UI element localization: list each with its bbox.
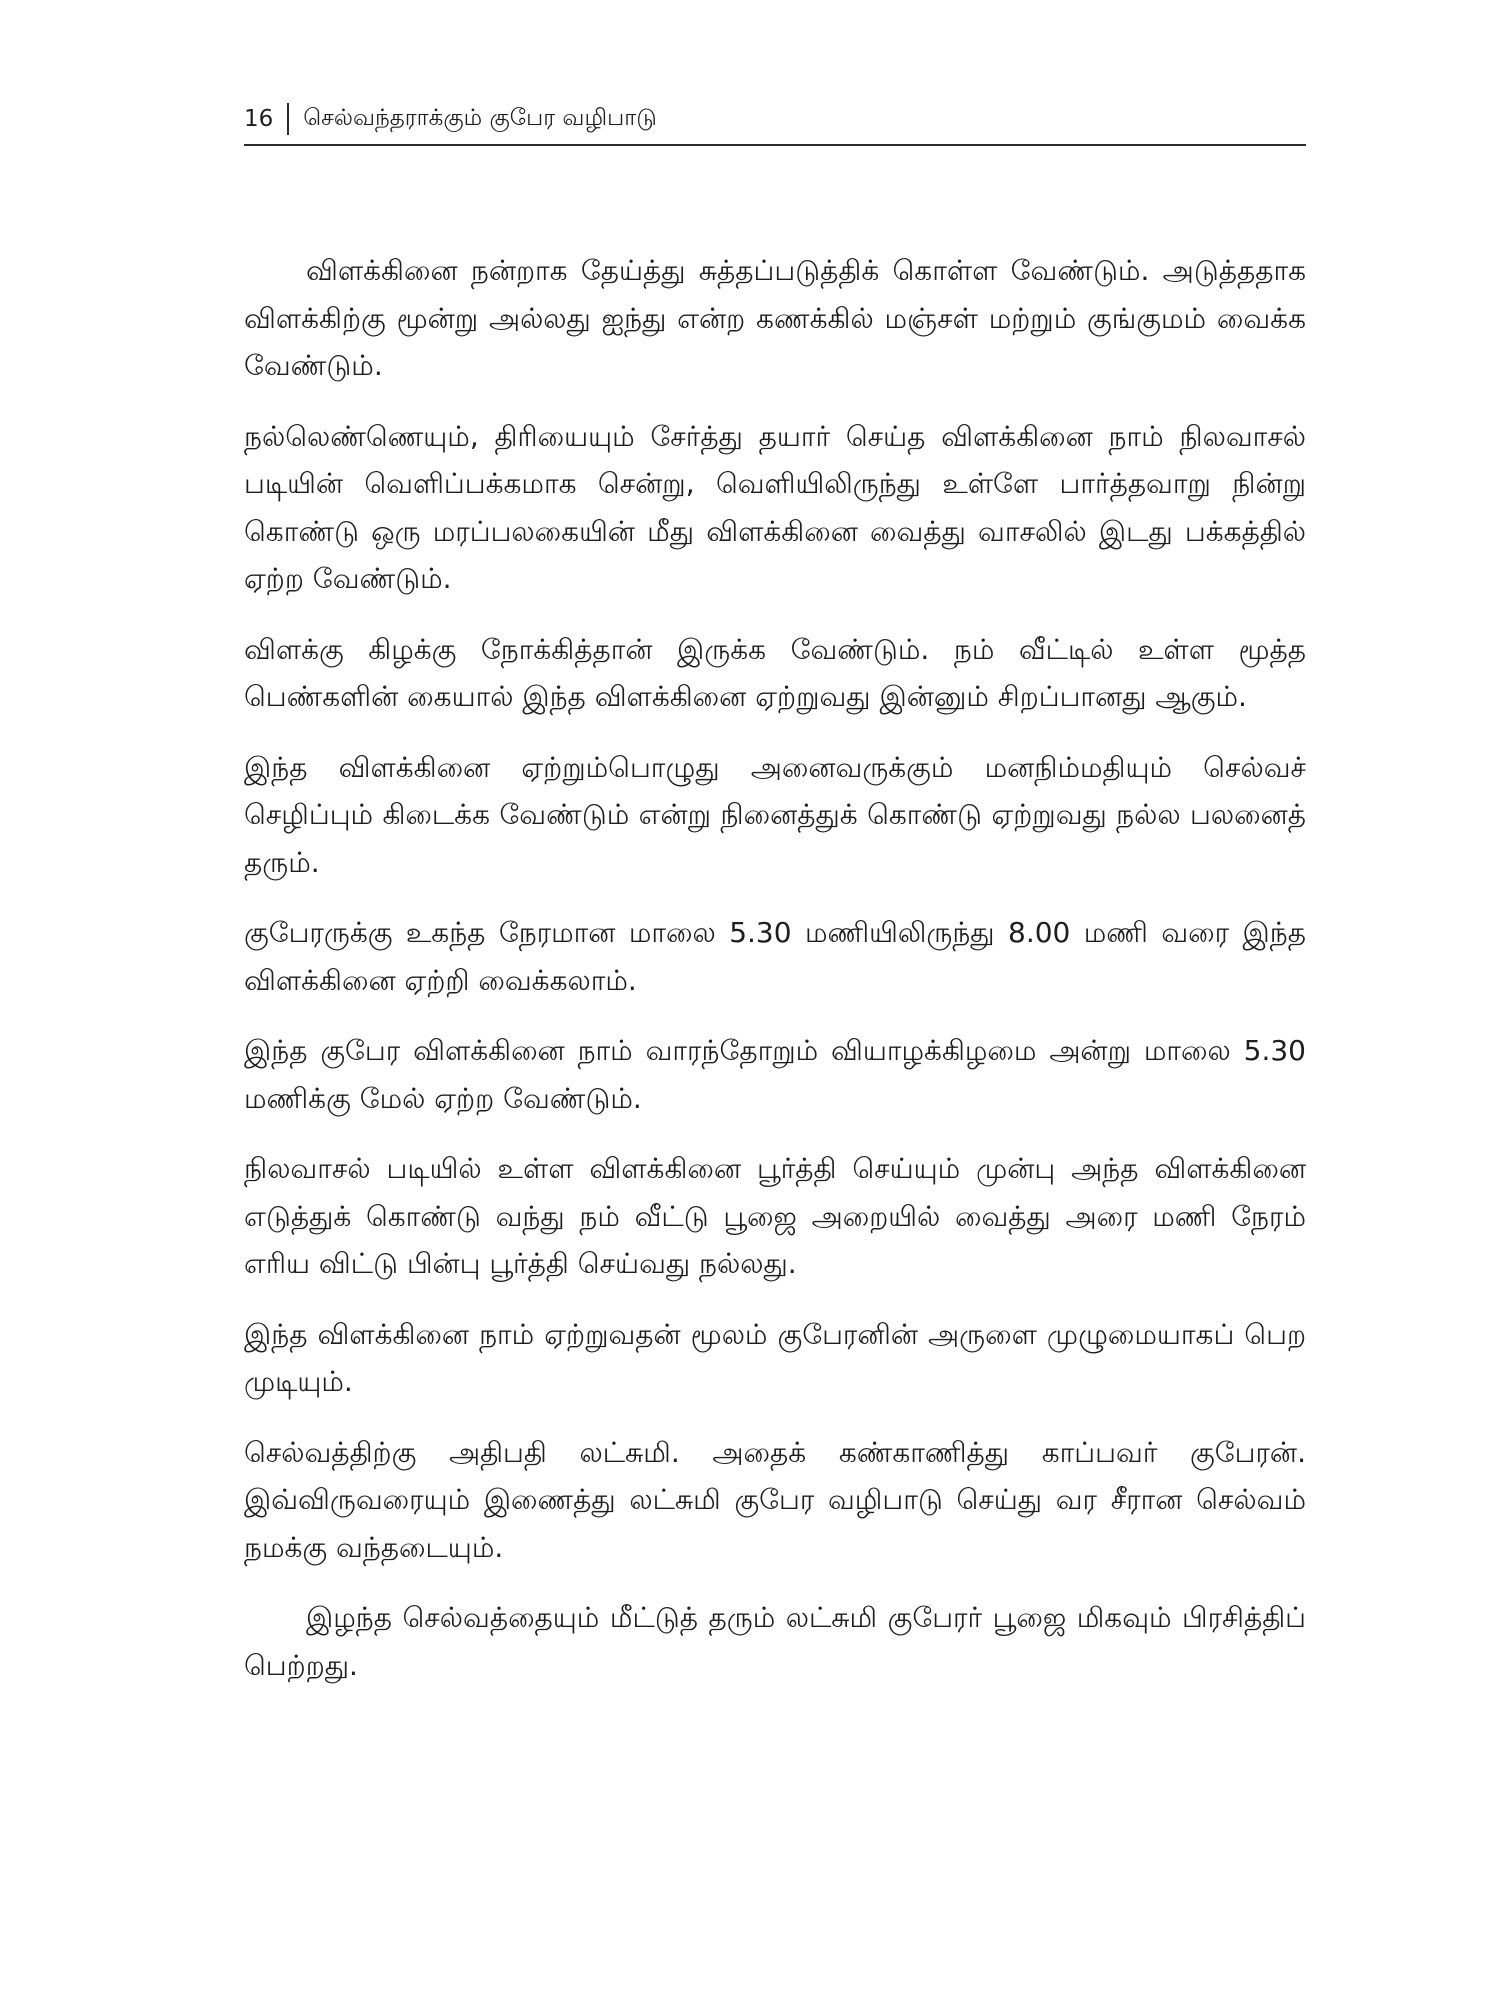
paragraph: செல்வத்திற்கு அதிபதி லட்சுமி. அதைக் கண்காணித்து காப்பவர் குபேரன். இவ்விருவரையும் இணைத்து லட்சுமி குபேர வழிபாடு செய்து வர சீரான செல்வம் நமக்கு வந்தடையும். — [244, 1435, 1306, 1564]
header-separator — [287, 103, 289, 135]
paragraph: நிலவாசல் படியில் உள்ள விளக்கினை பூர்த்தி செய்யும் முன்பு அந்த விளக்கினை எடுத்துக் கொண்டு வந்து நம் வீட்டு பூஜை அறையில் வைத்து அரை மணி நேரம் எரிய விட்டு பின்பு பூர்த்தி செய்வது நல்லது. — [244, 1152, 1306, 1280]
paragraph: நல்லெண்ணெயும், திரியையும் சேர்த்து தயார் செய்த விளக்கினை நாம் நிலவாசல் படியின் வெளிப்பக்கமாக சென்று, வெளியிலிருந்து உள்ளே பார்த்தவாறு நின்று கொண்டு ஒரு மரப்பலகையின் மீது விளக்கினை வைத்து வாசலில் இடது பக்கத்தில் ஏற்ற வேண்டும். — [244, 419, 1306, 595]
page-body — [244, 247, 1306, 1712]
running-title: செல்வந்தராக்கும் குபேர வழிபாடு — [303, 104, 657, 131]
paragraph: இழந்த செல்வத்தையும் மீட்டுத் தரும் லட்சுமி குபேரர் பூஜை மிகவும் பிரசித்திப் பெற்றது. — [244, 1601, 1306, 1682]
paragraph: இந்த விளக்கினை ஏற்றும்பொழுது அனைவருக்கும் மனநிம்மதியும் செல்வச் செழிப்பும் கிடைக்க வேண்டும் என்று நினைத்துக் கொண்டு ஏற்றுவது நல்ல பலனைத் தரும். — [244, 750, 1306, 879]
paragraph: விளக்கு கிழக்கு நோக்கித்தான் இருக்க வேண்டும். நம் வீட்டில் உள்ள மூத்த பெண்களின் கையால் இந்த விளக்கினை ஏற்றுவது இன்னும் சிறப்பானது ஆகும். — [244, 632, 1306, 713]
paragraph: விளக்கினை நன்றாக தேய்த்து சுத்தப்படுத்திக் கொள்ள வேண்டும். அடுத்ததாக விளக்கிற்கு மூன்று அல்லது ஐந்து என்ற கணக்கில் மஞ்சள் மற்றும் குங்குமம் வைக்க வேண்டும். — [244, 254, 1306, 382]
paragraph: குபேரருக்கு உகந்த நேரமான மாலை 5.30 மணியிலிருந்து 8.00 மணி வரை இந்த விளக்கினை ஏற்றி வைக்கலாம். — [244, 916, 1306, 997]
paragraph: இந்த குபேர விளக்கினை நாம் வாரந்தோறும் வியாழக்கிழமை அன்று மாலை 5.30 மணிக்கு மேல் ஏற்ற வேண்டும். — [244, 1034, 1306, 1115]
header-rule — [244, 144, 1306, 146]
paragraph: இந்த விளக்கினை நாம் ஏற்றுவதன் மூலம் குபேரனின் அருளை முழுமையாகப் பெற முடியும். — [244, 1317, 1306, 1398]
page-number: 16 — [244, 106, 274, 132]
page-header — [244, 98, 1304, 140]
